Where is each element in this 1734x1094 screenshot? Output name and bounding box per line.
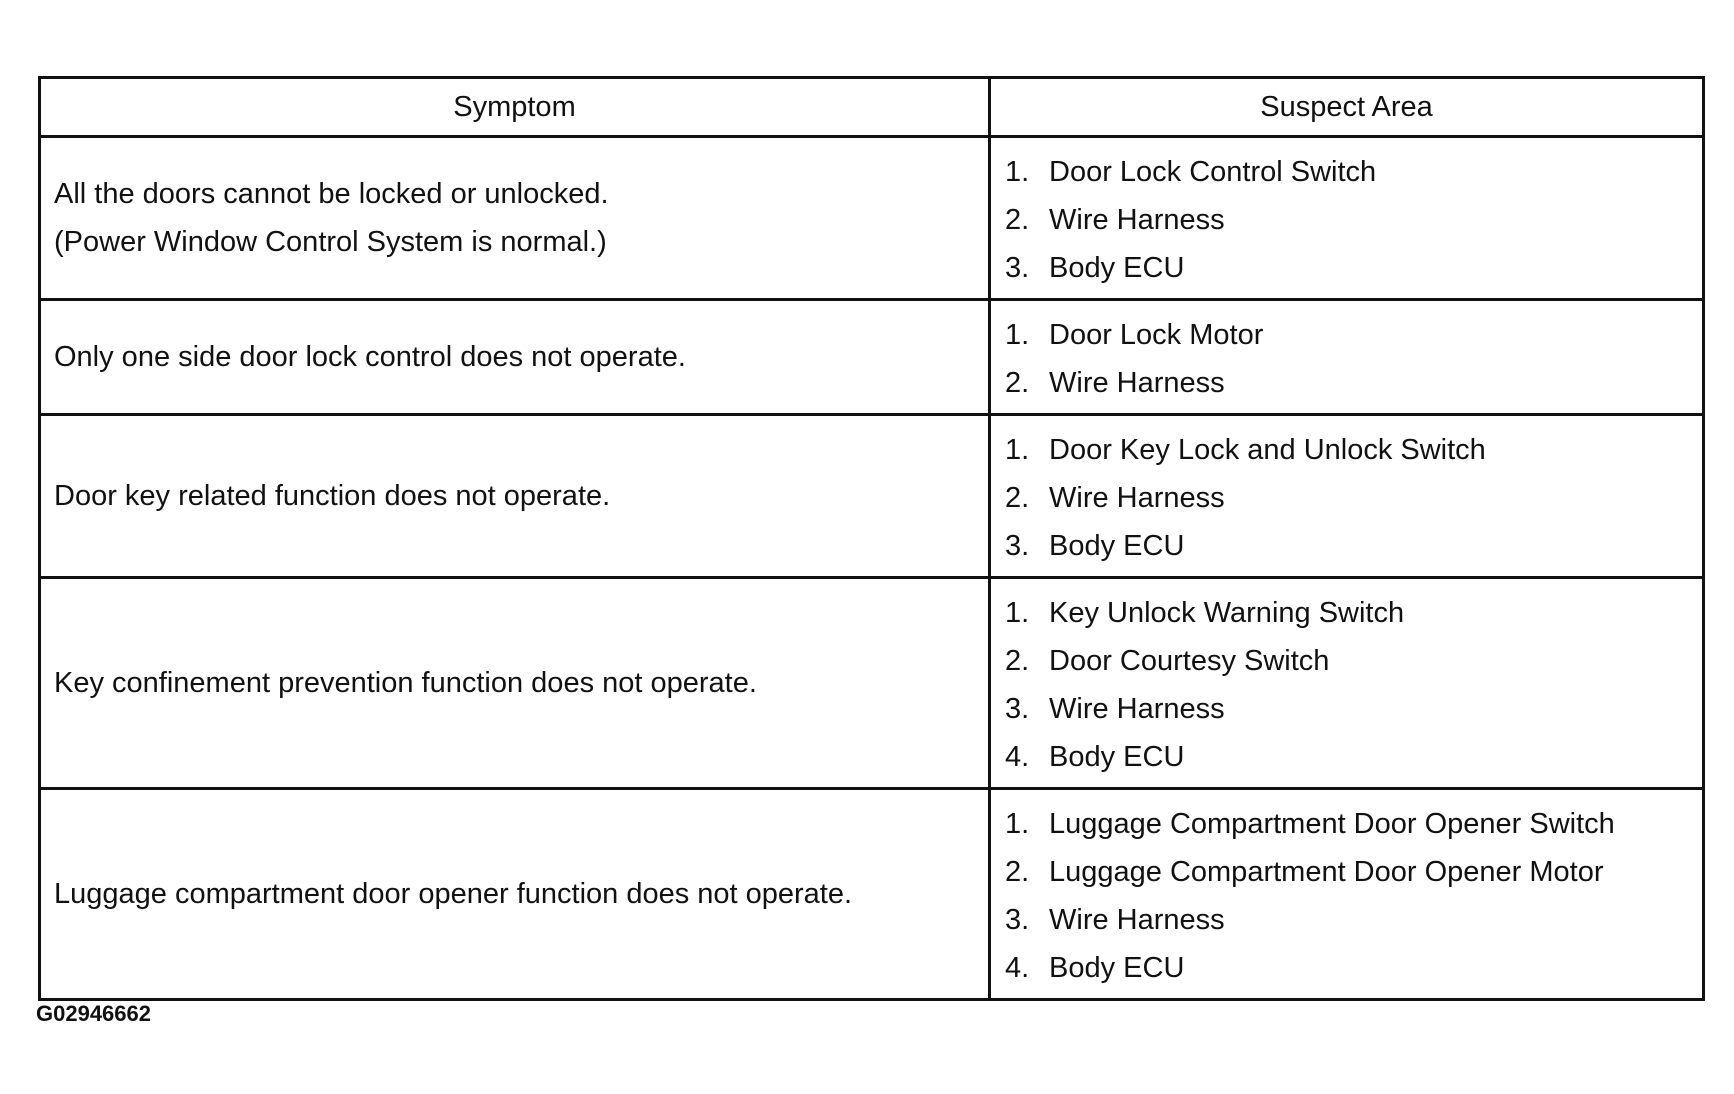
- suspect-area-cell: [990, 300, 1704, 415]
- symptom-note: (Power Window Control System is normal.): [54, 226, 607, 258]
- suspect-area-item: [1005, 848, 1702, 896]
- table-row: [40, 137, 1704, 300]
- troubleshooting-document: [38, 76, 1702, 1001]
- item-number: 1.: [1005, 597, 1030, 629]
- item-text: Luggage Compartment Door Opener Switch: [1049, 808, 1615, 840]
- item-text: Door Courtesy Switch: [1049, 645, 1330, 677]
- item-number: 1.: [1005, 808, 1030, 840]
- suspect-area-item: [1005, 733, 1702, 781]
- symptom-text: Luggage compartment door opener function does not operate.: [54, 878, 853, 910]
- item-text: Key Unlock Warning Switch: [1049, 597, 1405, 629]
- item-text: Door Lock Control Switch: [1049, 156, 1377, 188]
- figure-code: G02946662: [36, 1001, 151, 1026]
- suspect-area-item: [1005, 637, 1702, 685]
- suspect-area-column-header: Suspect Area: [990, 78, 1704, 137]
- item-text: Wire Harness: [1049, 693, 1225, 725]
- item-number: 3.: [1005, 904, 1030, 936]
- symptom-cell: [40, 415, 990, 578]
- item-number: 1.: [1005, 319, 1030, 351]
- symptom-cell: [40, 300, 990, 415]
- suspect-area-item: [1005, 311, 1702, 359]
- item-text: Body ECU: [1049, 530, 1185, 562]
- symptom-text: Only one side door lock control does not operate.: [54, 341, 686, 373]
- item-text: Body ECU: [1049, 252, 1185, 284]
- item-number: 3.: [1005, 530, 1030, 562]
- suspect-area-cell: [990, 137, 1704, 300]
- suspect-area-item: [1005, 359, 1702, 407]
- item-text: Wire Harness: [1049, 904, 1225, 936]
- suspect-area-cell: [990, 578, 1704, 789]
- item-number: 1.: [1005, 156, 1030, 188]
- symptom-text: Key confinement prevention function does not operate.: [54, 667, 757, 699]
- item-text: Wire Harness: [1049, 367, 1225, 399]
- suspect-area-item: [1005, 244, 1702, 292]
- item-number: 2.: [1005, 482, 1030, 514]
- suspect-area-list: [1005, 589, 1702, 781]
- suspect-area-item: [1005, 800, 1702, 848]
- item-number: 4.: [1005, 952, 1030, 984]
- item-text: Wire Harness: [1049, 204, 1225, 236]
- item-text: Wire Harness: [1049, 482, 1225, 514]
- suspect-area-item: [1005, 944, 1702, 992]
- symptom-column-header: Symptom: [40, 78, 990, 137]
- item-text: Body ECU: [1049, 741, 1185, 773]
- item-number: 4.: [1005, 741, 1030, 773]
- suspect-area-list: [1005, 426, 1702, 570]
- item-text: Door Lock Motor: [1049, 319, 1264, 351]
- suspect-area-list: [1005, 800, 1702, 992]
- suspect-area-item: [1005, 474, 1702, 522]
- item-number: 3.: [1005, 252, 1030, 284]
- item-number: 1.: [1005, 434, 1030, 466]
- item-number: 2.: [1005, 856, 1030, 888]
- symptom-text: All the doors cannot be locked or unlocked.: [54, 178, 609, 210]
- suspect-area-item: [1005, 522, 1702, 570]
- symptom-table: [38, 76, 1705, 1001]
- symptom-cell: [40, 789, 990, 1000]
- suspect-area-item: [1005, 196, 1702, 244]
- suspect-area-item: [1005, 685, 1702, 733]
- suspect-area-list: [1005, 311, 1702, 407]
- item-number: 3.: [1005, 693, 1030, 725]
- item-text: Luggage Compartment Door Opener Motor: [1049, 856, 1604, 888]
- table-row: [40, 789, 1704, 1000]
- table-row: [40, 300, 1704, 415]
- item-number: 2.: [1005, 645, 1030, 677]
- suspect-area-item: [1005, 426, 1702, 474]
- symptom-text: Door key related function does not operate.: [54, 480, 611, 512]
- item-number: 2.: [1005, 204, 1030, 236]
- suspect-area-item: [1005, 896, 1702, 944]
- suspect-area-cell: [990, 789, 1704, 1000]
- suspect-area-list: [1005, 148, 1702, 292]
- item-number: 2.: [1005, 367, 1030, 399]
- table-header-row: [40, 78, 1704, 137]
- suspect-area-cell: [990, 415, 1704, 578]
- table-row: [40, 415, 1704, 578]
- item-text: Door Key Lock and Unlock Switch: [1049, 434, 1486, 466]
- suspect-area-item: [1005, 589, 1702, 637]
- item-text: Body ECU: [1049, 952, 1185, 984]
- symptom-cell: [40, 137, 990, 300]
- symptom-cell: [40, 578, 990, 789]
- table-row: [40, 578, 1704, 789]
- suspect-area-item: [1005, 148, 1702, 196]
